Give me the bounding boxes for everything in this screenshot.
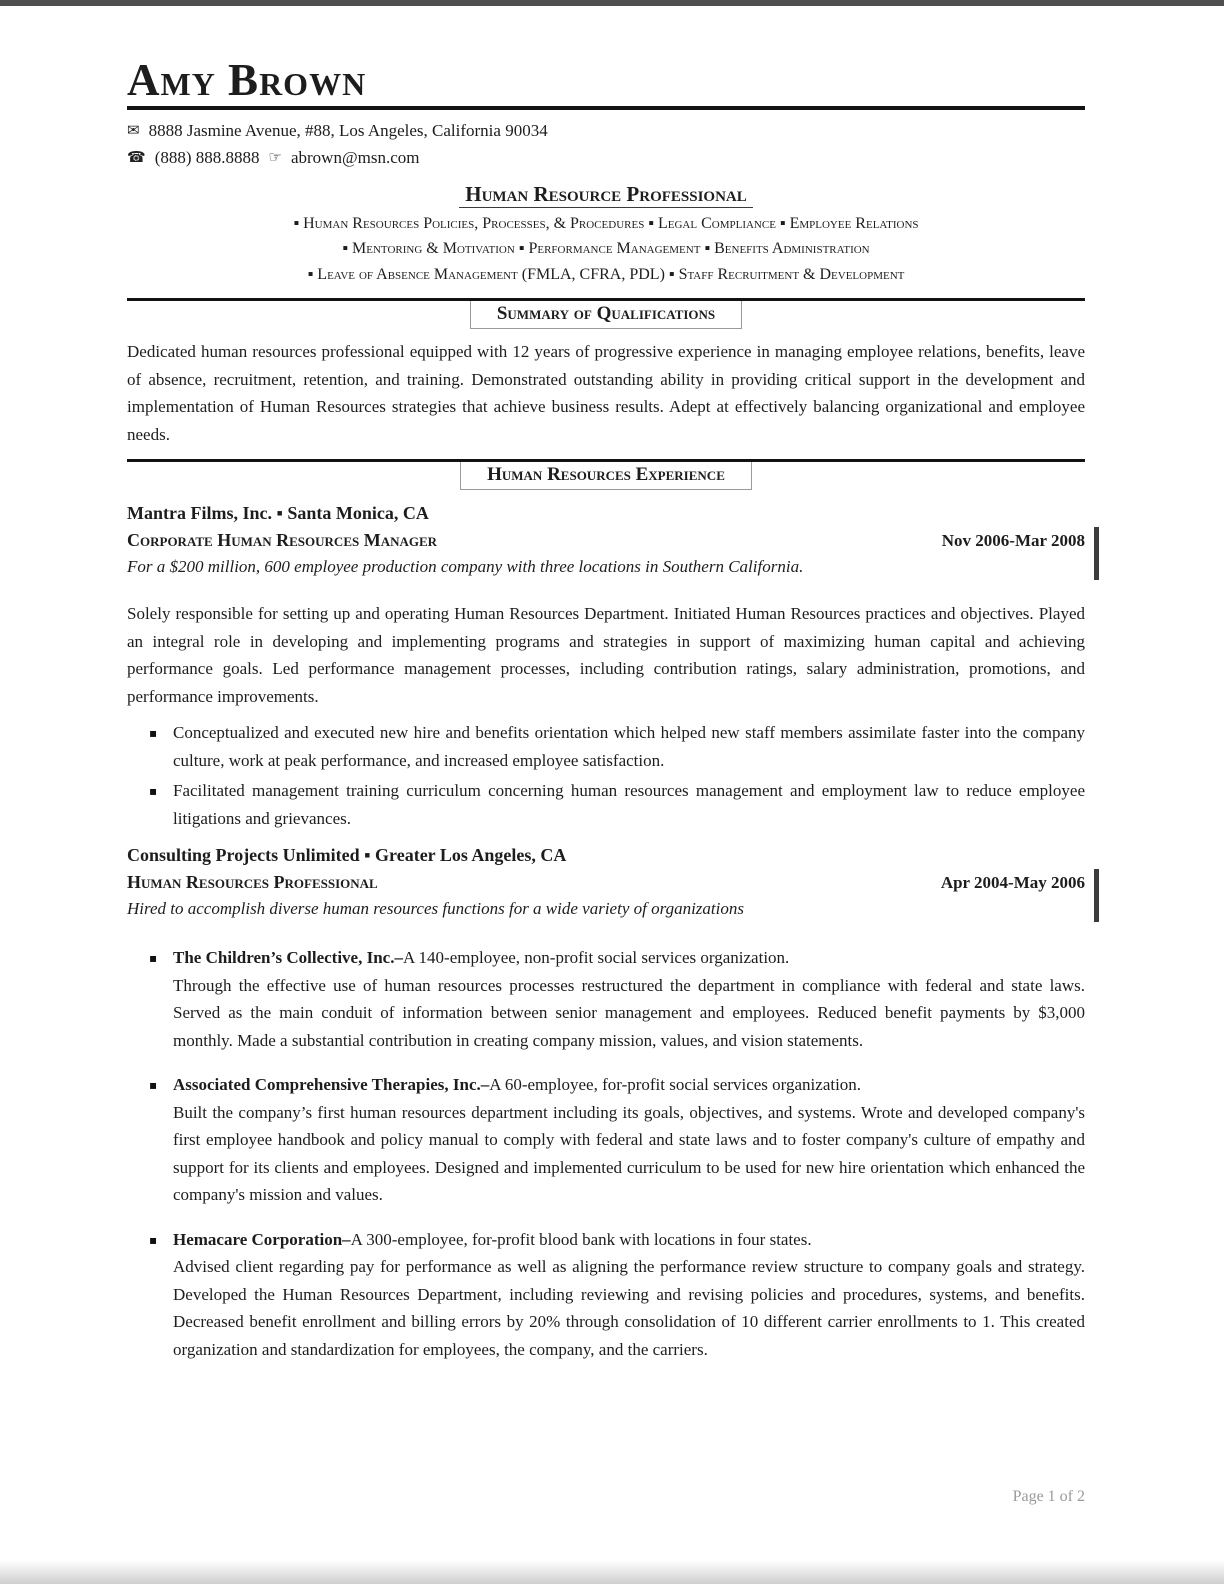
page-top-edge <box>0 0 1224 6</box>
bullet-icon: ▪ <box>149 951 158 966</box>
skills-line: ▪ Human Resources Policies, Processes, & Procedures ▪ Legal Compliance ▪ Employee Relations <box>293 214 919 232</box>
job-bullet-text: Facilitated management training curriculum concerning human resources management and employment law to reduce employee litigations and grievances. <box>173 781 1085 828</box>
client-lead <box>173 944 1085 972</box>
summary-heading: Summary of Qualifications <box>470 301 742 329</box>
job-summary: Solely responsible for setting up and operating Human Resources Department. Initiated Human Resources practices and objectives. Played an integral role in developing and implementing programs and strategies in support of maximizing human capital and achieving performance goals. Led performance management processes, including contribution ratings, salary administration, promotions, and performance improvements. <box>127 604 1085 706</box>
job-company: Mantra Films, Inc. ▪ Santa Monica, CA <box>127 503 429 524</box>
job-bullet <box>149 719 1085 774</box>
client-name: Hemacare Corporation– <box>173 1229 351 1249</box>
job-tagline: Hired to accomplish diverse human resources functions for a wide variety of organizations <box>127 899 744 919</box>
client-name: The Children’s Collective, Inc.– <box>173 948 403 968</box>
contact-block <box>127 117 1085 171</box>
job-dates: Nov 2006-Mar 2008 <box>941 531 1085 551</box>
job-bullet <box>149 777 1085 832</box>
pointer-icon: ☞ <box>268 147 282 166</box>
resume-title: Human Resource Professional <box>459 182 753 208</box>
summary-text: Dedicated human resources professional equipped with 12 years of progressive experience in managing employee relations, benefits, leave of absence, recruitment, retention, and training. Demonstrated outstanding ability in providing critical support in the development and implementation of Human Resources strategies that achieve business results. Adept at effectively balancing organizational and employee needs. <box>127 342 1085 444</box>
client-lead <box>173 1226 1085 1254</box>
job-role: Corporate Human Resources Manager <box>127 530 438 551</box>
mail-icon: ✉ <box>127 120 140 139</box>
client-intro: A 300-employee, for-profit blood bank with locations in four states. <box>350 1229 812 1249</box>
job-role-line <box>127 869 1085 896</box>
job-role-line <box>127 527 1085 554</box>
client-entry <box>149 1226 1085 1364</box>
phone-text: (888) 888.8888 <box>154 147 260 167</box>
job-bullet-text: Conceptualized and executed new hire and benefits orientation which helped new staff members assimilate faster into the company culture, work at peak performance, and increased employee satisfaction. <box>173 723 1085 770</box>
job-entry <box>127 842 1085 1363</box>
client-detail: Advised client regarding pay for performance as well as aligning the performance review structure to company goals and strategy. Developed the Human Resources Department, including reviewing and revising policies and procedures, systems, and benefits. Decreased benefit enrollment and billing errors by 20% through consolidation of 10 different carrier enrollments to 1. This created organization and standardization for employees, the company, and the carriers. <box>173 1257 1085 1359</box>
job-header-bar <box>127 527 1099 580</box>
phone-icon: ☎ <box>127 147 146 166</box>
bullet-icon: ▪ <box>149 726 158 741</box>
bullet-icon: ▪ <box>149 1078 158 1093</box>
bullet-icon: ▪ <box>149 1232 158 1247</box>
email-text: abrown@msn.com <box>290 147 420 167</box>
experience-heading: Human Resources Experience <box>460 462 752 490</box>
skills-line: ▪ Leave of Absence Management (FMLA, CFRA, PDL) ▪ Staff Recruitment & Development <box>307 265 905 283</box>
client-name: Associated Comprehensive Therapies, Inc.– <box>173 1075 490 1095</box>
job-company: Consulting Projects Unlimited ▪ Greater Los Angeles, CA <box>127 845 567 866</box>
page-number: Page 1 of 2 <box>1012 1488 1085 1505</box>
skills-block <box>127 211 1085 288</box>
client-lead <box>173 1071 1085 1099</box>
client-entry <box>149 1071 1085 1209</box>
section-divider-experience <box>127 459 1085 490</box>
job-tagline: For a $200 million, 600 employee production company with three locations in Southern California. <box>127 557 804 577</box>
bullet-icon: ▪ <box>149 784 158 799</box>
job-role: Human Resources Professional <box>127 872 378 893</box>
job-dates: Apr 2004-May 2006 <box>940 873 1085 893</box>
address-line <box>127 117 1085 144</box>
title-wrap <box>127 182 1085 208</box>
address-text: 8888 Jasmine Avenue, #88, Los Angeles, California 90034 <box>148 120 548 140</box>
client-detail: Built the company’s first human resources department including its goals, objectives, and systems. Wrote and developed company's first employee handbook and policy manual to comply with federal and state laws and to foster company's culture of empathy and support for its clients and employees. Designed and implemented curriculum to be used for new hire orientation which enhanced the company's mission and values. <box>173 1102 1085 1205</box>
job-entry <box>127 500 1085 832</box>
section-divider-summary <box>127 298 1085 329</box>
client-intro: A 60-employee, for-profit social services organization. <box>489 1075 862 1095</box>
job-header-bar <box>127 869 1099 922</box>
phone-email-line <box>127 144 1085 171</box>
client-intro: A 140-employee, non-profit social services organization. <box>402 948 790 968</box>
person-name: Amy Brown <box>127 56 1085 110</box>
job-bullet-list <box>127 719 1085 832</box>
client-detail: Through the effective use of human resources processes restructured the department in compliance with federal and state laws. Served as the main conduit of information between senior management and employees. Reduced benefit payments by $3,000 monthly. Made a substantial contribution in creating company mission, values, and vision statements. <box>173 975 1085 1050</box>
client-entry <box>149 944 1085 1054</box>
skills-line: ▪ Mentoring & Motivation ▪ Performance Management ▪ Benefits Administration <box>342 240 870 258</box>
page-bottom-edge <box>0 1560 1224 1584</box>
client-list <box>127 944 1085 1363</box>
